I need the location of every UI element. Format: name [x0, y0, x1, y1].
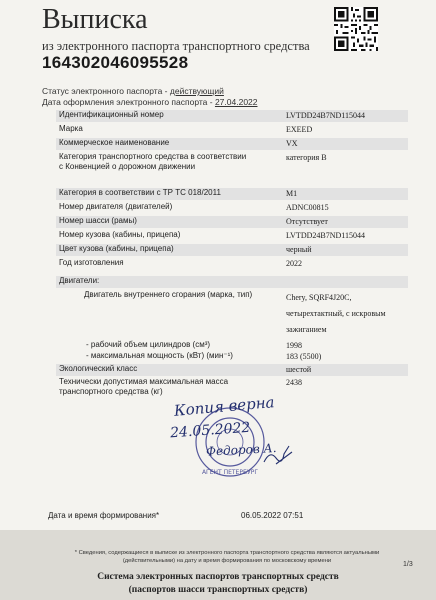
- table-row-chassis-number: [56, 216, 408, 228]
- row-label: Коммерческое наименование: [59, 138, 170, 147]
- row-value: Отсутствует: [286, 217, 328, 226]
- row-value: черный: [286, 245, 312, 254]
- handwritten-copy-note: Копия верна: [173, 393, 276, 420]
- document-subtitle: из электронного паспорта транспортного средства: [42, 39, 310, 53]
- row-label: Год изготовления: [59, 258, 124, 267]
- row-label: - максимальная мощность (кВт) (мин⁻¹): [86, 351, 233, 360]
- table-row-ice-engine: [56, 290, 408, 334]
- table-row-engines-heading: [56, 276, 408, 288]
- handwritten-date: 24.05.2022: [169, 419, 251, 442]
- row-value: VX: [286, 139, 298, 148]
- stamp-and-signature: [158, 392, 306, 484]
- row-label: Идентификационный номер: [59, 110, 164, 119]
- formation-datetime: [48, 511, 304, 520]
- row-label: Марка: [59, 124, 83, 133]
- handwritten-name: Федоров А.: [205, 440, 277, 459]
- footnote: * Сведения, содержащиеся в выписке из электронного паспорта транспортного средства являются актуальными (действительными) на дату и время формирования по московскому времени: [74, 550, 380, 564]
- row-label: Номер шасси (рамы): [59, 216, 137, 225]
- document-title: Выписка: [42, 4, 148, 35]
- table-row-category-tr-ts: [56, 188, 408, 200]
- row-label: Номер кузова (кабины, прицепа): [59, 230, 181, 239]
- table-row-body-number: [56, 230, 408, 242]
- table-row-engine-number: [56, 202, 408, 214]
- table-row-vin: [56, 110, 408, 122]
- status-line: [42, 86, 224, 96]
- stamp-text: АГЕНТ ПЕТЕРБУРГ: [201, 469, 259, 476]
- issue-date-label: Дата оформления электронного паспорта -: [42, 97, 215, 107]
- table-row-category-convention: [56, 152, 408, 186]
- table-row-make: [56, 124, 408, 136]
- row-value: M1: [286, 189, 298, 198]
- status-label: Статус электронного паспорта -: [42, 86, 170, 96]
- row-value: LVTDD24B7ND115044: [286, 111, 365, 120]
- row-label: Технически допустимая максимальная масса транспортного средства (кг): [59, 377, 229, 396]
- system-title-line2: (паспортов шасси транспортных средств): [128, 585, 308, 595]
- row-value: 183 (5500): [286, 352, 322, 361]
- page-number: 1/3: [403, 561, 413, 568]
- row-value: 2438: [286, 378, 302, 387]
- table-row-year: [56, 258, 408, 270]
- system-title-line1: Система электронных паспортов транспортных средств: [97, 572, 339, 582]
- row-label: Цвет кузова (кабины, прицепа): [59, 244, 174, 253]
- table-row-commercial-name: [56, 138, 408, 150]
- formation-value: 06.05.2022 07:51: [241, 511, 304, 520]
- row-label: - рабочий объем цилиндров (см³): [86, 340, 211, 349]
- issue-date-value: 27.04.2022: [214, 97, 258, 107]
- row-value: ADNC00815: [286, 203, 329, 212]
- row-value: 1998: [286, 341, 302, 350]
- qr-code-icon: [334, 7, 378, 51]
- status-value: действующий: [169, 86, 224, 96]
- issue-date-line: [42, 97, 258, 107]
- row-label: Двигатель внутреннего сгорания (марка, тип): [84, 290, 253, 299]
- row-label: Номер двигателя (двигателей): [59, 202, 173, 211]
- formation-label: Дата и время формирования*: [48, 511, 160, 520]
- table-row-body-color: [56, 244, 408, 256]
- row-label: Экологический класс: [59, 364, 138, 373]
- row-label: Категория в соответствии с ТР ТС 018/2011: [59, 188, 221, 197]
- row-value: категория B: [286, 153, 327, 162]
- row-value: Chery, SQRF4J20C, четырехтактный, с искровым зажиганием: [286, 293, 386, 334]
- row-label: Категория транспортного средства в соответствии с Конвенцией о дорожном движении: [59, 152, 247, 171]
- row-value: 2022: [286, 259, 302, 268]
- row-label: Двигатели:: [59, 276, 100, 285]
- row-value: LVTDD24B7ND115044: [286, 231, 365, 240]
- row-value: шестой: [286, 365, 312, 374]
- passport-number: 164302046095528: [42, 53, 189, 72]
- table-row-max-power: [56, 351, 408, 363]
- table-row-eco-class: [56, 364, 408, 376]
- row-value: EXEED: [286, 125, 313, 134]
